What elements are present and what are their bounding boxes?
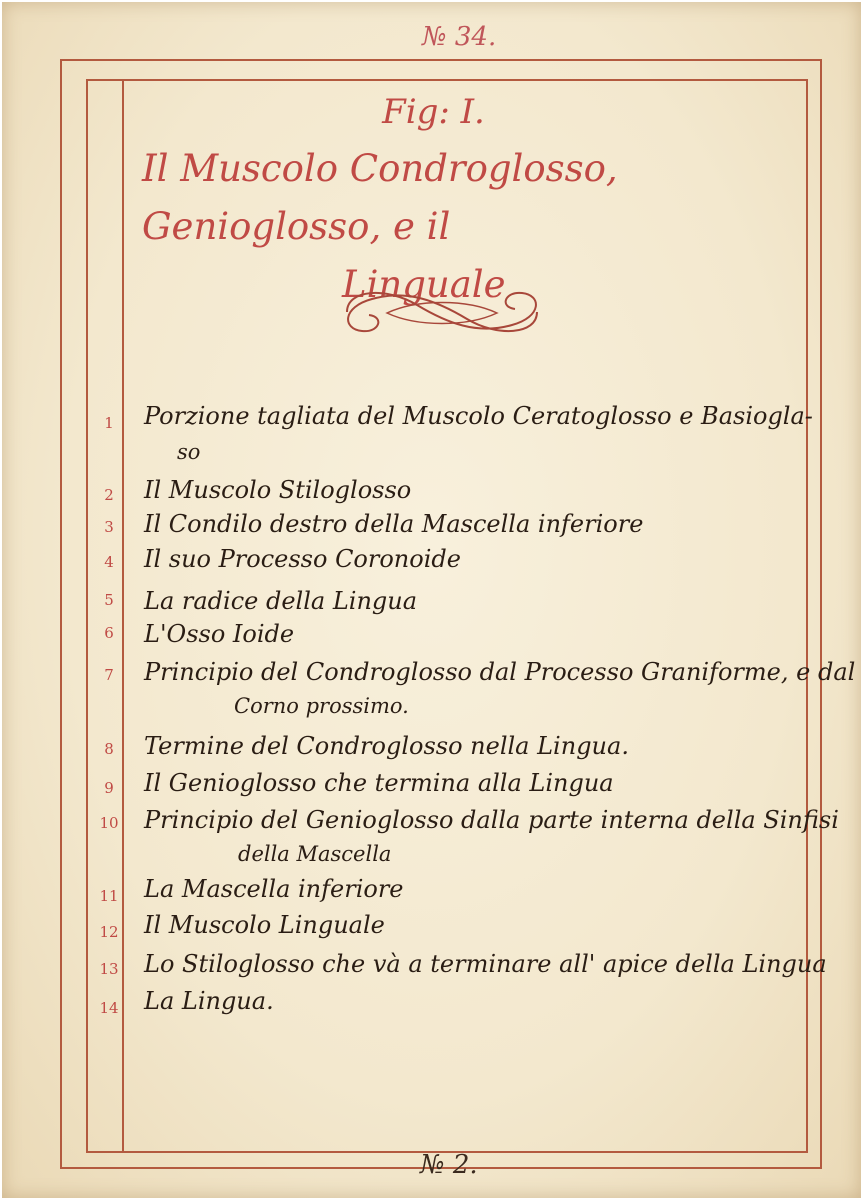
list-item	[2, 402, 863, 442]
page-number-top: № 34.	[422, 22, 497, 52]
manuscript-page	[2, 2, 861, 1198]
list-item	[2, 658, 863, 698]
item-text: La Lingua.	[144, 987, 274, 1015]
item-continuation: so	[177, 440, 201, 464]
item-number: 2	[104, 486, 114, 504]
item-text: Il Condilo destro della Mascella inferiore	[144, 510, 644, 538]
list-item	[2, 950, 863, 990]
item-number: 1	[104, 414, 114, 432]
list-item	[2, 987, 863, 1027]
item-number: 9	[104, 779, 114, 797]
item-text: L'Osso Ioide	[144, 620, 295, 648]
item-text: Il Muscolo Stiloglosso	[144, 476, 412, 504]
list-item	[2, 911, 863, 951]
list-item	[2, 620, 863, 660]
item-number: 7	[104, 666, 114, 684]
figure-label: Fig: I.	[382, 92, 485, 132]
item-number: 14	[99, 999, 119, 1017]
item-text: La radice della Lingua	[144, 587, 418, 615]
item-text: Porzione tagliata del Muscolo Ceratoglosso e Basiogla-	[144, 402, 813, 430]
item-text: Principio del Genioglosso dalla parte interna della Sinfisi	[144, 806, 839, 834]
item-continuation: Corno prossimo.	[234, 694, 409, 718]
item-number: 10	[99, 814, 119, 832]
list-item	[2, 510, 863, 550]
item-text: Termine del Condroglosso nella Lingua.	[144, 732, 629, 760]
item-number: 11	[99, 887, 119, 905]
item-continuation: della Mascella	[238, 842, 392, 866]
list-item	[2, 875, 863, 915]
item-number: 13	[99, 960, 119, 978]
item-number: 3	[104, 518, 114, 536]
calligraphic-flourish-icon	[327, 277, 557, 347]
list-item	[2, 769, 863, 809]
list-item	[2, 806, 863, 846]
list-item	[2, 732, 863, 772]
item-number: 12	[99, 923, 119, 941]
item-text: Il suo Processo Coronoide	[144, 545, 461, 573]
item-text: Lo Stiloglosso che và a terminare all' apice della Lingua	[144, 950, 827, 978]
title-line-2: Linguale	[342, 263, 506, 306]
item-text: La Mascella inferiore	[144, 875, 404, 903]
item-text: Principio del Condroglosso dal Processo Graniforme, e dal	[144, 658, 856, 686]
list-item	[2, 545, 863, 585]
title-line-1: Il Muscolo Condroglosso, Genioglosso, e il	[142, 147, 618, 248]
item-number: 8	[104, 740, 114, 758]
item-text: Il Muscolo Linguale	[144, 911, 385, 939]
item-number: 4	[104, 553, 114, 571]
item-number: 6	[104, 624, 114, 642]
item-number: 5	[104, 591, 114, 609]
page-number-bottom: № 2.	[420, 1150, 478, 1180]
item-text: Il Genioglosso che termina alla Lingua	[144, 769, 614, 797]
